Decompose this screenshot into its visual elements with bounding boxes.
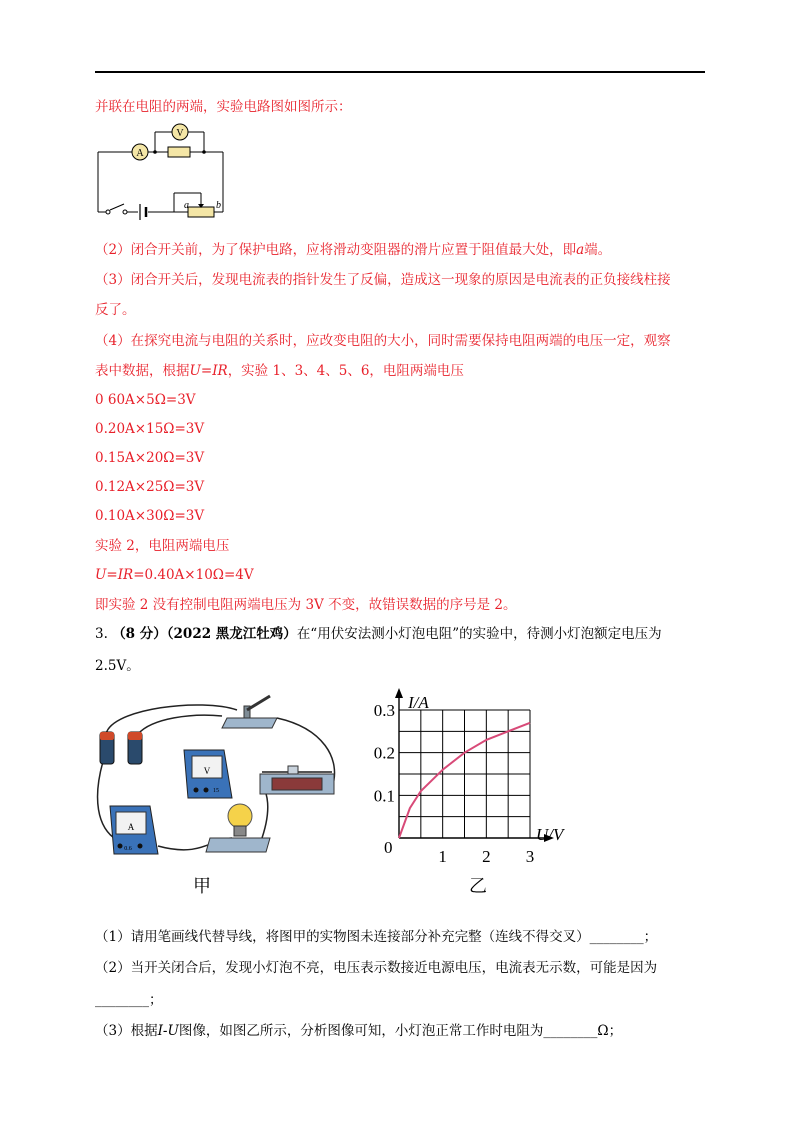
ammeter-scale-label: 0.6 [124,846,132,852]
figure-yi-caption: 乙 [469,876,487,896]
apparatus-figure [92,688,347,903]
solution-line-5: （4）在探究电流与电阻的关系时，应改变电阻的大小，同时需要保持电阻两端的电压一定，观察 [95,333,671,349]
calc-line-3: 0.15A×20Ω=3V [95,450,205,466]
circuit-diagram [92,122,232,220]
y-tick-label: 0.2 [373,743,395,763]
calc-line-1: 0 60A×5Ω=3V [95,392,196,408]
ammeter-icon [110,806,158,854]
x-axis-label: U/V [536,825,564,844]
switch-icon [222,696,277,728]
question-3-stem-2: 2.5V。 [95,658,140,674]
calc-line-5: 0.10A×30Ω=3V [95,508,205,524]
voltmeter-symbol: V [176,128,184,139]
battery-icon [100,732,142,764]
subquestion-3: （3）根据I-U图像，如图乙所示，分析图像可知，小灯泡正常工作时电阻为________Ω； [95,1023,623,1039]
subquestion-1: （1）请用笔画线代替导线，将图甲的实物图未连接部分补充完整（连线不得交叉）________； [95,929,658,945]
experiment-2-line: 实验 2，电阻两端电压 [95,538,230,554]
solution-line-4: 反了。 [95,302,136,318]
x-tick-label: 1 [438,847,447,866]
solution-line-2: （2）闭合开关前，为了保护电路，应将滑动变阻器的滑片应置于阻值最大处，即a端。 [95,242,612,258]
origin-label: 0 [384,838,393,857]
y-tick-label: 0.3 [373,701,395,720]
y-axis-label: I/A [408,693,429,712]
solution-line-3: （3）闭合开关后，发现电流表的指针发生了反偏，造成这一现象的原因是电流表的正负接线柱接 [95,272,671,288]
end-a-label: a [184,200,189,211]
experiment-2-calc: U=IR=0.40A×10Ω=4V [95,567,254,583]
header-rule [95,71,705,73]
calc-line-2: 0.20A×15Ω=3V [95,421,205,437]
calc-line-4: 0.12A×25Ω=3V [95,479,205,495]
conclusion-line: 即实验 2 没有控制电阻两端电压为 3V 不变，故错误数据的序号是 2。 [95,597,517,613]
chart-ticks [374,701,535,866]
y-axis-arrow [395,688,403,698]
x-tick-label: 2 [482,847,491,866]
rheostat-icon [260,766,334,794]
voltmeter-scale-label: 15 [213,788,219,794]
figure-jia-caption: 甲 [193,876,211,896]
subquestion-2: （2）当开关闭合后，发现小灯泡不亮，电压表示数接近电源电压，电流表无示数，可能是因为 [95,960,658,976]
ammeter-symbol: A [136,148,144,159]
solution-line-1: 并联在电阻的两端，实验电路图如图所示： [95,99,352,115]
ammeter-face-label: A [127,822,135,832]
subquestion-2-blank: ________； [95,992,163,1008]
end-b-label: b [216,200,221,211]
voltmeter-icon [184,750,232,798]
question-3-stem: 3. （8 分）（2022 黑龙江牡鸡）在“用伏安法测小灯泡电阻”的实验中，待测小灯泡额定电压为 [95,626,662,642]
voltmeter-face-label: V [203,766,211,776]
iu-chart [350,688,564,903]
y-tick-label: 0.1 [373,786,395,806]
chart-grid [399,710,530,838]
solution-line-6: 表中数据，根据U=IR，实验 1、3、4、5、6，电阻两端电压 [95,363,464,379]
x-tick-label: 3 [525,847,535,866]
lamp-icon [206,804,270,852]
